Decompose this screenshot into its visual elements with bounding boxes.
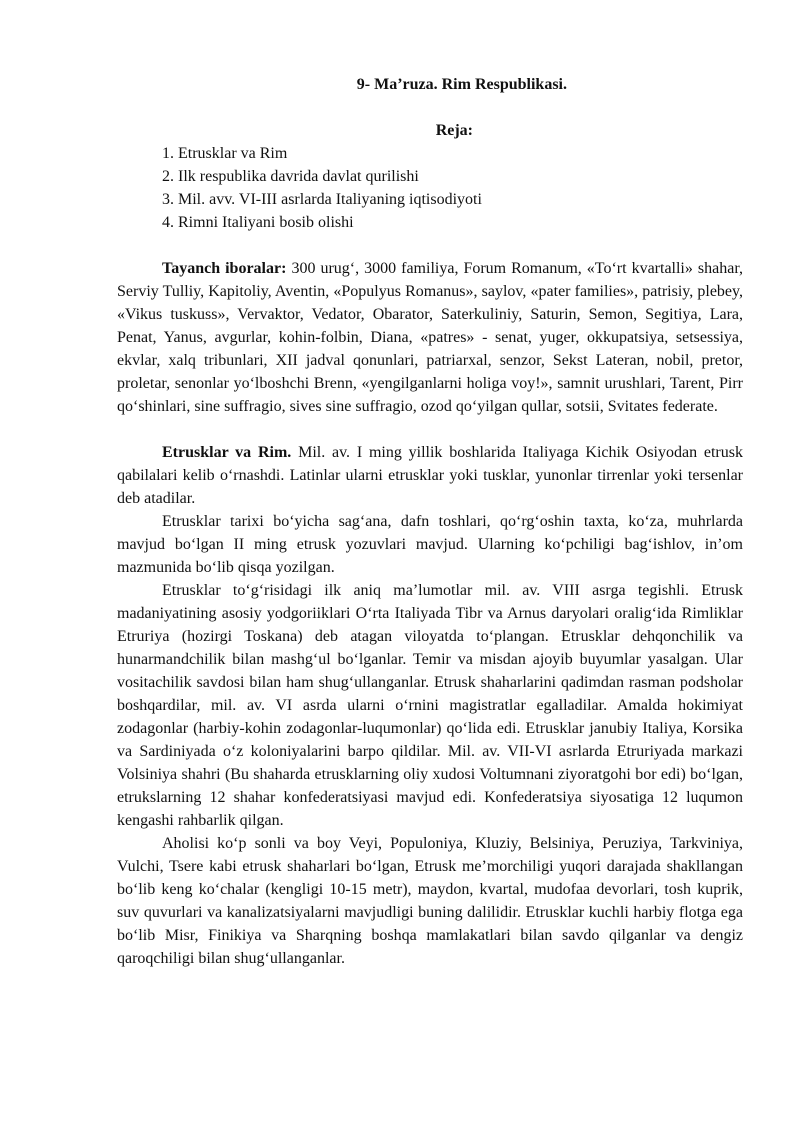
section-paragraph [117, 441, 743, 510]
section-paragraph: Aholisi ko‘p sonli va boy Veyi, Populoniya, Kluziy, Belsiniya, Peruziya, Tarkviniya, Vulchi, Tsere kabi etrusk shaharlari bo‘lgan, Etrusk me’morchiligi yuqori darajada shakllangan bo‘lib keng ko‘chalar (kengligi 10-15 metr), maydon, kvartal, mudofaa devorlari, tosh kuprik, suv quvurlari va kanalizatsiyalarni mavjudligi buning dalilidir. Etrusklar kuchli harbiy flotga ega bo‘lib Misr, Finikiya va Sharqning boshqa mamlakatlari bilan savdo qilganlar va dengiz qaroqchiligi bilan shug‘ullanganlar. [117, 835, 743, 967]
section-paragraph: Etrusklar tarixi bo‘yicha sag‘ana, dafn toshlari, qo‘rg‘oshin taxta, ko‘za, muhrlarda mavjud bo‘lgan II ming etrusk yozuvlari mavjud. Ularning ko‘pchiligi bag‘ishlov, in’om mazmunida bo‘lib qisqa yozilgan. [117, 513, 743, 576]
plan-list [117, 142, 743, 234]
plan-heading: Reja: [435, 122, 473, 139]
section-paragraph: Etrusklar to‘g‘risidagi ilk aniq ma’lumotlar mil. av. VIII asrga tegishli. Etrusk madaniyatining asosiy yodgoriiklari O‘rta Italiyada Tibr va Arnus daryolari oralig‘ida Rimliklar Etruriya (hozirgi Toskana) deb atagan viloyatda to‘plangan. Etrusklar dehqonchilik va hunarmandchilik bilan mashg‘ul bo‘lganlar. Temir va misdan ajoyib buyumlar yasalgan. Ular vositachilik savdosi bilan ham shug‘ullanganlar. Etrusk shaharlarini qadimdan rasman podsholar boshqardilar, mil. av. VI asrda ularni o‘rnini magistratlar egalladilar. Amalda hokimiyat zodagonlar (harbiy-kohin zodagonlar-luqumonlar) qo‘lida edi. Etrusklar janubiy Italiya, Korsika va Sardiniyada o‘z koloniyalarini barpo qildilar. Mil. av. VII-VI asrlarda Etruriyada markazi Volsiniya shahri (Bu shaharda etrusklarning oliy xudosi Voltumnani ziyoratgohi bor edi) bo‘lgan, etrukslarning 12 shahar konfederatsiyasi mavjud edi. Konfederatsiya siyosatiga 12 luqumon kengashi rahbarlik qilgan. [117, 582, 743, 829]
keywords-paragraph [117, 257, 743, 418]
document-page [117, 74, 743, 970]
plan-item: 4. Rimni Italiyani bosib olishi [162, 214, 354, 231]
plan-item: 2. Ilk respublika davrida davlat qurilishi [162, 168, 419, 185]
section-heading: Etrusklar va Rim. [162, 444, 292, 461]
plan-item: 1. Etrusklar va Rim [162, 145, 288, 162]
lecture-title: 9- Ma’ruza. Rim Respublikasi. [356, 76, 567, 93]
paragraph-text: Mil. av. I ming yillik boshlarida Italiyaga Kichik Osiyodan etrusk qabilalari kelib o‘rnashdi. Latinlar ularni etrusklar yoki tusklar, yunonlar tirrenlar yoki tersenlar deb atadilar. [117, 444, 743, 507]
plan-item: 3. Mil. avv. VI-III asrlarda Italiyaning iqtisodiyoti [162, 191, 482, 208]
keywords-label: Tayanch iboralar: [162, 260, 287, 277]
keywords-text: 300 urug‘, 3000 familiya, Forum Romanum, «To‘rt kvartalli» shahar, Serviy Tulliy, Kapitoliy, Aventin, «Populyus Romanus», saylov, «pater families», patrisiy, plebey, «Vikus tuskuss», Vervaktor, Vedator, Obarator, Saterkuliniy, Saturin, Semon, Segitiya, Lara, Penat, Yanus, avgurlar, kohin-folbin, Diana, «patres» - senat, yuger, okkupatsiya, setsessiya, ekvlar, xalq tribunlari, XII jadval qonunlari, patriarxal, senzor, Sekst Lateran, nobil, pretor, proletar, senonlar yo‘lboshchi Brenn, «yengilganlarni holiga voy!», samnit urushlari, Tarent, Pirr qo‘shinlari, sine suffragio, sives sine suffragio, ozod qo‘yilgan qullar, sotsii, Svitates federate. [117, 260, 743, 415]
